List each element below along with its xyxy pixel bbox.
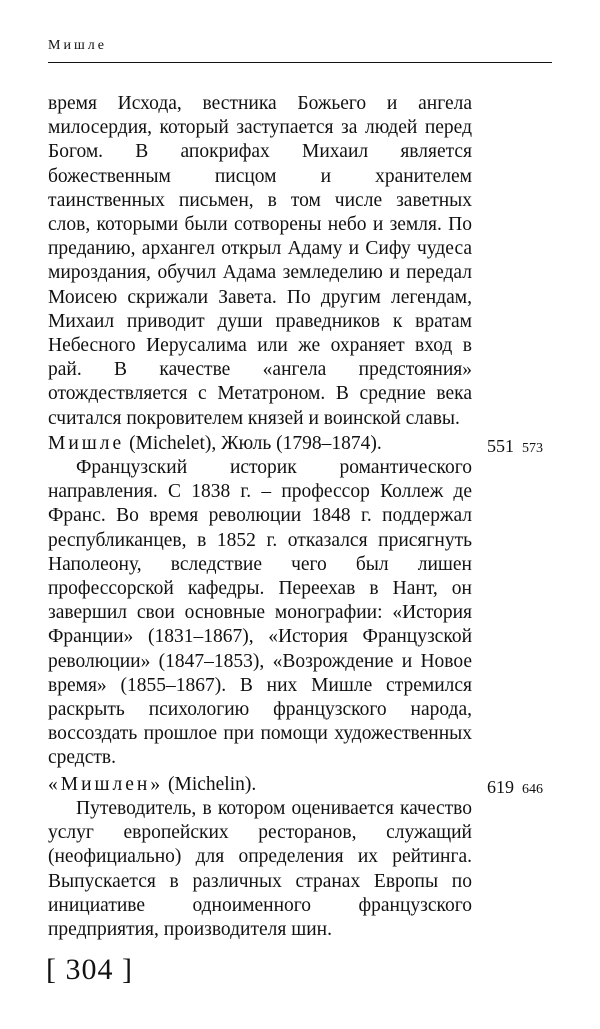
entry-page-refs [487, 436, 543, 457]
header-rule [48, 62, 552, 63]
entry-heading-michelet [48, 432, 382, 456]
intro-paragraph: время Исхода, вестника Божьего и ангела милосердия, который заступается за людей перед Богом. В апокрифах Михаил является божественным писцом и хранителем таинственных письмен, в том числе заветных слов, которыми были сотворены небо и земля. По преданию, архангел открыл Адаму и Сифу чудеса мироздания, обучил Адама земледелию и передал Моисею скрижали Завета. По другим легендам, Михаил приводит души праведников к вратам Небесного Иерусалима или же охраняет вход в рай. В качестве «ангела предстояния» отождествляется с Метатроном. В средние века считался покровителем князей и воинской славы. [48, 93, 472, 429]
page-ref-primary: 619 [487, 777, 514, 797]
page-ref-secondary: 646 [522, 782, 543, 797]
entry-headword: «Мишлен» [48, 774, 164, 795]
page-ref-secondary: 573 [522, 441, 543, 456]
entry-body-michelet: Французский историк романтического направления. С 1838 г. – профессор Коллеж де Франс. Во время революции 1848 г. поддержал республиканцев, в 1852 г. отказался присягнуть Наполеону, вследствие чего был лишен профессорской кафедры. Переехав в Нант, он завершил свои основные монографии: «История Франции» (1831–1867), «История Французской революции» (1847–1853), «Возрождение и Новое время» (1855–1867). В них Мишле стремился раскрыть психологию французского народа, воссоздать прошлое при помощи художественных средств. [48, 457, 472, 769]
entry-body-michelin: Путеводитель, в котором оценивается качество услуг европейских ресторанов, служащий (неофициально) для определения их рейтинга. Выпускается в различных странах Европы по инициативе одноименного французского предприятия, производителя шин. [48, 798, 472, 941]
entry-heading-michelin [48, 773, 256, 797]
entry-details: (Michelin). [163, 774, 257, 795]
page-number: [ 304 ] [46, 953, 133, 986]
entry-headword: Мишле [48, 433, 125, 454]
entry-page-refs [487, 777, 543, 798]
page-ref-primary: 551 [487, 436, 514, 456]
running-head: Мишле [48, 38, 107, 53]
entry-details: (Michelet), Жюль (1798–1874). [124, 433, 382, 454]
